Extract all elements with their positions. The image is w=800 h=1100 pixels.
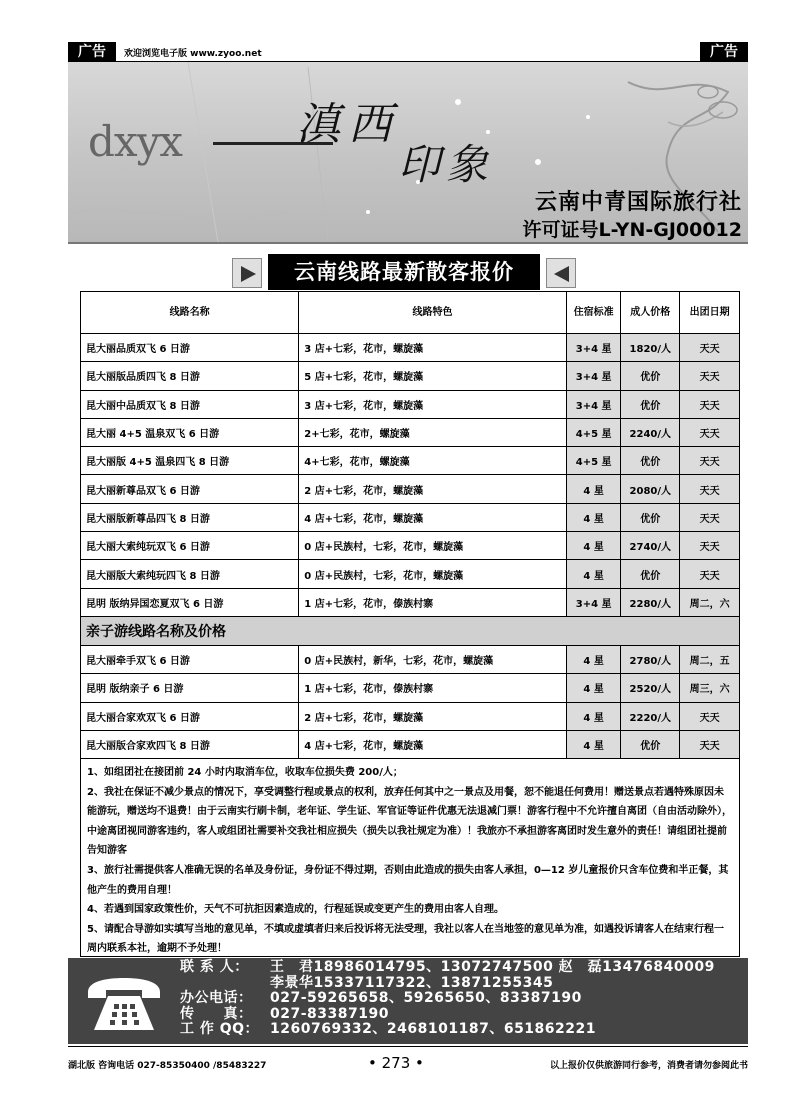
row-date: 周二，五 xyxy=(680,645,740,673)
table-row xyxy=(81,560,740,588)
row-name: 昆大丽版大索纯玩四飞 8 日游 xyxy=(81,560,299,588)
table-row xyxy=(81,503,740,531)
row-name: 昆明 版纳异国恋夏双飞 6 日游 xyxy=(81,588,299,616)
row-features: 0 店+民族村，新华，七彩，花市，螺旋藻 xyxy=(299,645,567,673)
row-date: 天天 xyxy=(680,390,740,418)
table-row xyxy=(81,730,740,758)
row-name: 昆大丽品质双飞 6 日游 xyxy=(81,334,299,362)
row-features: 0 店+民族村，七彩，花市，螺旋藻 xyxy=(299,560,567,588)
row-name: 昆大丽 4+5 温泉双飞 6 日游 xyxy=(81,418,299,446)
table-row xyxy=(81,362,740,390)
row-date: 天天 xyxy=(680,418,740,446)
row-date: 天天 xyxy=(680,362,740,390)
row-price: 优价 xyxy=(621,503,680,531)
ad-tag-right: 广告 xyxy=(700,42,748,62)
table-row xyxy=(81,334,740,362)
row-price: 2780/人 xyxy=(621,645,680,673)
row-star: 4 星 xyxy=(566,503,621,531)
table-row xyxy=(81,418,740,446)
note-item: 5、请配合导游如实填写当地的意见单，不填或虚填者归来后投诉将无法受理，我社以客人在当地签的意见单为准，如遇投诉请客人在结束行程一周内联系本社，逾期不予处理！ xyxy=(87,923,724,955)
fax-value[interactable]: 027-83387190 xyxy=(270,1005,389,1022)
row-name: 昆大丽版品质四飞 8 日游 xyxy=(81,362,299,390)
company-name: 云南中青国际旅行社 xyxy=(534,190,742,215)
arrow-right-icon xyxy=(232,258,262,288)
row-date: 天天 xyxy=(680,730,740,758)
row-features: 4 店+七彩，花市，螺旋藻 xyxy=(299,730,567,758)
row-star: 4 星 xyxy=(566,560,621,588)
row-name: 昆大丽版合家欢四飞 8 日游 xyxy=(81,730,299,758)
contact-person-label: 联 系 人： xyxy=(180,959,249,975)
row-price: 2280/人 xyxy=(621,588,680,616)
row-price: 1820/人 xyxy=(621,334,680,362)
table-row xyxy=(81,674,740,702)
row-date: 天天 xyxy=(680,532,740,560)
office-phone-label: 办公电话： xyxy=(180,990,253,1007)
row-date: 天天 xyxy=(680,475,740,503)
row-date: 天天 xyxy=(680,702,740,730)
header-name: 线路名称 xyxy=(81,292,299,334)
contact-lines xyxy=(180,960,715,1038)
table-row xyxy=(81,588,740,616)
row-price: 优价 xyxy=(621,362,680,390)
welcome-text[interactable]: 欢迎浏览电子版 www.zyoo.net xyxy=(124,49,262,59)
note-item: 3、旅行社需提供客人准确无误的名单及身份证，身份证不得过期，否则由此造成的损失由客人承担，0—12 岁儿童报价只含车位费和半正餐，其他产生的费用自理！ xyxy=(87,864,729,896)
row-date: 天天 xyxy=(680,334,740,362)
row-star: 4 星 xyxy=(566,730,621,758)
row-date: 周二，六 xyxy=(680,588,740,616)
header-price: 成人价格 xyxy=(621,292,680,334)
row-star: 4 星 xyxy=(566,645,621,673)
row-star: 4 星 xyxy=(566,674,621,702)
contact-person-value[interactable]: 王 君18986014795、13072747500 赵 磊13476840009 xyxy=(270,959,715,975)
table-row xyxy=(81,532,740,560)
license-number: 许可证号L-YN-GJ00012 xyxy=(522,219,742,241)
row-star: 3+4 星 xyxy=(566,362,621,390)
qq-label: 工 作 QQ： xyxy=(180,1021,260,1038)
fax-label: 传 真： xyxy=(180,1005,253,1022)
row-price: 优价 xyxy=(621,560,680,588)
row-features: 4+七彩，花市，螺旋藻 xyxy=(299,447,567,475)
row-price: 2080/人 xyxy=(621,475,680,503)
row-name: 昆大丽牵手双飞 6 日游 xyxy=(81,645,299,673)
office-phone-line xyxy=(180,991,715,1007)
contact-block xyxy=(68,958,748,1044)
header-date: 出团日期 xyxy=(680,292,740,334)
row-star: 4+5 星 xyxy=(566,418,621,446)
footer-divider xyxy=(68,1046,748,1047)
top-bar xyxy=(68,42,748,62)
row-name: 昆大丽新尊品双飞 6 日游 xyxy=(81,475,299,503)
contact-person-line2[interactable]: 李景华15337117322、13871255345 xyxy=(270,974,554,991)
row-name: 昆大丽大索纯玩双飞 6 日游 xyxy=(81,532,299,560)
row-star: 3+4 星 xyxy=(566,588,621,616)
row-features: 3 店+七彩，花市，螺旋藻 xyxy=(299,334,567,362)
row-features: 2+七彩，花市，螺旋藻 xyxy=(299,418,567,446)
footer-disclaimer: 以上报价仅供旅游同行参考，消费者请勿参阅此书 xyxy=(549,1061,748,1071)
row-star: 4 星 xyxy=(566,702,621,730)
banner xyxy=(68,62,748,244)
price-table xyxy=(80,291,740,759)
banner-title: 滇西 xyxy=(296,99,400,150)
telephone-icon xyxy=(84,976,164,1032)
section-header-row xyxy=(81,616,740,645)
row-price: 优价 xyxy=(621,447,680,475)
row-date: 周三，六 xyxy=(680,674,740,702)
header-features: 线路特色 xyxy=(299,292,567,334)
row-price: 2240/人 xyxy=(621,418,680,446)
row-name: 昆大丽合家欢双飞 6 日游 xyxy=(81,702,299,730)
logo-text: dxyx xyxy=(88,117,182,166)
contact-person-line xyxy=(180,960,715,976)
note-item: 2、我社在保证不减少景点的情况下，享受调整行程或景点的权利，放弃任何其中之一景点及用餐，恕不能退任何费用！赠送景点若遇特殊原因未能游玩，赠送均不退费！由于云南实行刷卡制，老年证、学生证、军官证等证件优惠无法退减门票！游客行程中不允许擅自离团（自由活动除外），中途离团视同游客违约，客人或组团社需要补交我社相应损失（损失以我社规定为准）！我旅亦不承担游客离团时发生意外的责任！请组团社提前告知游客 xyxy=(87,786,732,857)
terms-notes xyxy=(80,759,740,957)
row-star: 3+4 星 xyxy=(566,334,621,362)
table-header-row xyxy=(81,292,740,334)
row-star: 4 星 xyxy=(566,532,621,560)
row-name: 昆大丽版 4+5 温泉四飞 8 日游 xyxy=(81,447,299,475)
row-name: 昆大丽中品质双飞 8 日游 xyxy=(81,390,299,418)
row-name: 昆明 版纳亲子 6 日游 xyxy=(81,674,299,702)
row-features: 4 店+七彩，花市，螺旋藻 xyxy=(299,503,567,531)
arrow-left-icon xyxy=(546,258,576,288)
page-number: • 273 • xyxy=(368,1054,424,1072)
row-price: 2220/人 xyxy=(621,702,680,730)
header-star: 住宿标准 xyxy=(566,292,621,334)
office-phone-value[interactable]: 027-59265658、59265650、83387190 xyxy=(270,990,582,1007)
footer xyxy=(68,1046,748,1072)
note-item: 1、如组团社在接团前 24 小时内取消车位，收取车位损失费 200/人； xyxy=(87,767,403,778)
table-row xyxy=(81,702,740,730)
row-features: 3 店+七彩，花市，螺旋藻 xyxy=(299,390,567,418)
price-heading: 云南线路最新散客报价 xyxy=(268,254,540,290)
row-features: 5 店+七彩，花市，螺旋藻 xyxy=(299,362,567,390)
note-item: 4、若遇到国家政策性价，天气不可抗拒因素造成的，行程延误或变更产生的费用由客人自理。 xyxy=(87,904,504,916)
footer-hotline: 湖北版 咨询电话 027-85350400 /85483227 xyxy=(68,1061,267,1071)
table-row xyxy=(81,645,740,673)
row-name: 昆大丽版新尊品四飞 8 日游 xyxy=(81,503,299,531)
row-star: 3+4 星 xyxy=(566,390,621,418)
row-features: 1 店+七彩，花市，傣族村寨 xyxy=(299,674,567,702)
qq-value[interactable]: 1260769332、2468101187、651862221 xyxy=(270,1021,596,1038)
row-price: 优价 xyxy=(621,730,680,758)
row-price: 优价 xyxy=(621,390,680,418)
banner-subtitle: 印象 xyxy=(398,140,495,189)
row-star: 4 星 xyxy=(566,475,621,503)
section-title: 亲子游线路名称及价格 xyxy=(81,616,740,645)
row-price: 2740/人 xyxy=(621,532,680,560)
row-star: 4+5 星 xyxy=(566,447,621,475)
row-date: 天天 xyxy=(680,503,740,531)
row-features: 2 店+七彩，花市，螺旋藻 xyxy=(299,475,567,503)
row-price: 2520/人 xyxy=(621,674,680,702)
qq-line xyxy=(180,1022,715,1038)
ad-tag-left: 广告 xyxy=(68,42,116,62)
row-date: 天天 xyxy=(680,447,740,475)
table-row xyxy=(81,475,740,503)
row-features: 2 店+七彩，花市，螺旋藻 xyxy=(299,702,567,730)
row-date: 天天 xyxy=(680,560,740,588)
row-features: 0 店+民族村，七彩，花市，螺旋藻 xyxy=(299,532,567,560)
table-row xyxy=(81,390,740,418)
table-row xyxy=(81,447,740,475)
row-features: 1 店+七彩，花市，傣族村寨 xyxy=(299,588,567,616)
